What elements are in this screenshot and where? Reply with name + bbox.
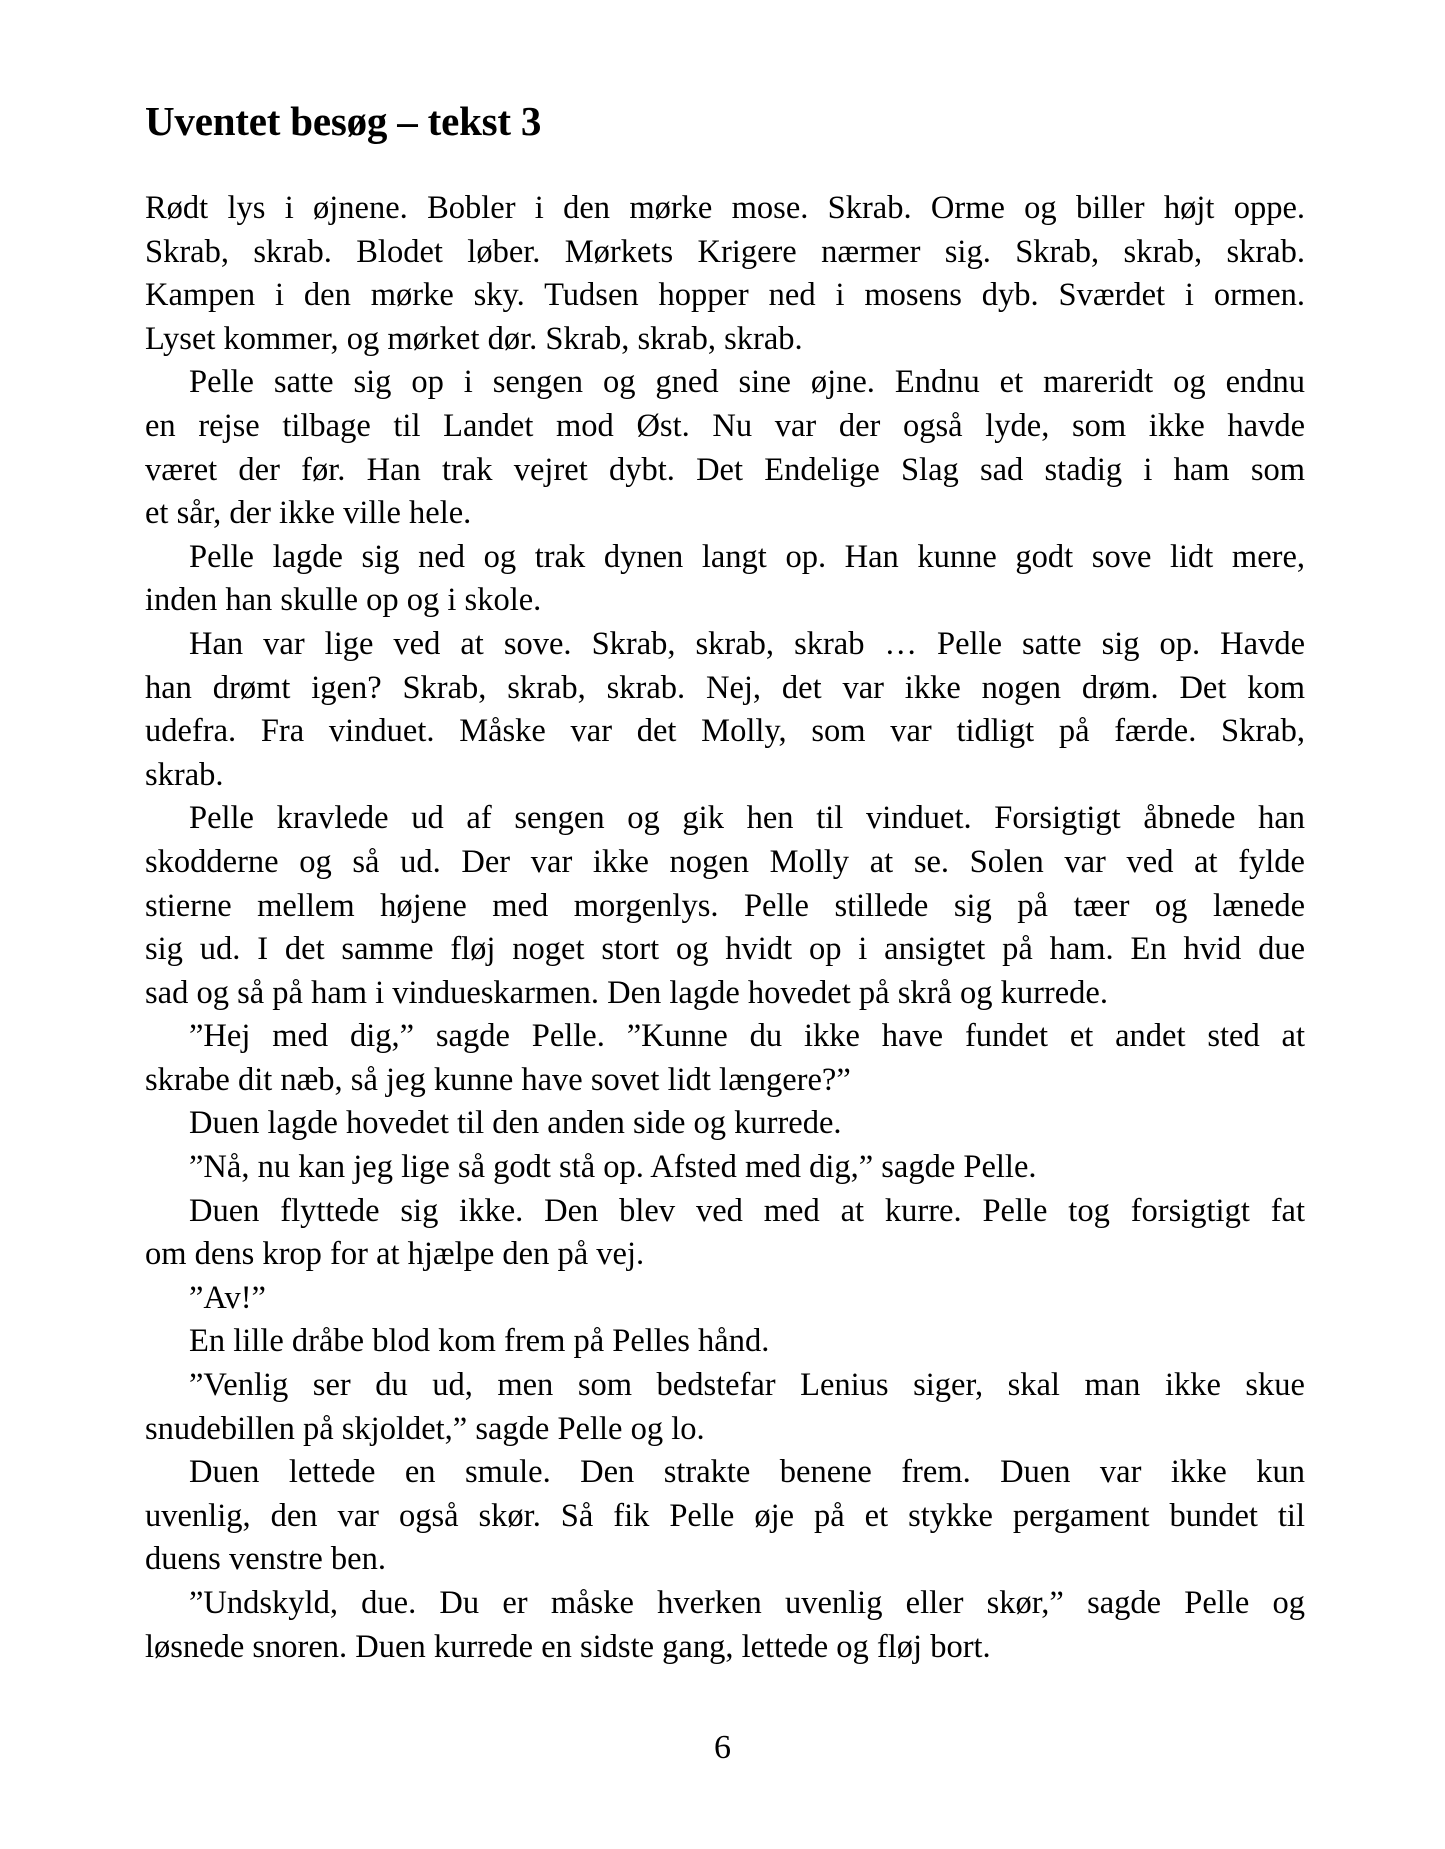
text-line: et sår, der ikke ville hele. bbox=[145, 495, 472, 532]
paragraph bbox=[145, 1277, 1305, 1321]
text-line: en rejse tilbage til Landet mod Øst. Nu var der også lyde, som ikke havde bbox=[145, 407, 1305, 444]
paragraph bbox=[145, 797, 1305, 1015]
text-line: sad og så på ham i vindueskarmen. Den lagde hovedet på skrå og kurrede. bbox=[145, 974, 1108, 1011]
text-line: Duen flyttede sig ikke. Den blev ved med at kurre. Pelle tog forsigtigt fat bbox=[189, 1192, 1305, 1229]
paragraph bbox=[145, 1582, 1305, 1669]
paragraph bbox=[145, 623, 1305, 797]
body-text bbox=[145, 187, 1305, 1669]
text-line: inden han skulle op og i skole. bbox=[145, 582, 542, 619]
text-line: skrab. bbox=[145, 756, 224, 793]
paragraph bbox=[145, 1146, 1305, 1190]
text-line: Pelle kravlede ud af sengen og gik hen til vinduet. Forsigtigt åbnede han bbox=[189, 800, 1305, 837]
text-line: ”Venlig ser du ud, men som bedstefar Lenius siger, skal man ikke skue bbox=[189, 1367, 1305, 1404]
paragraph bbox=[145, 1320, 1305, 1364]
paragraph bbox=[145, 1102, 1305, 1146]
text-line: ”Nå, nu kan jeg lige så godt stå op. Afsted med dig,” sagde Pelle. bbox=[189, 1149, 1037, 1186]
page-number: 6 bbox=[714, 1729, 731, 1766]
text-line: Pelle lagde sig ned og trak dynen langt op. Han kunne godt sove lidt mere, bbox=[189, 538, 1305, 575]
text-line: ”Av!” bbox=[189, 1279, 266, 1316]
text-line: været der før. Han trak vejret dybt. Det Endelige Slag sad stadig i ham som bbox=[145, 451, 1305, 488]
text-line: Rødt lys i øjnene. Bobler i den mørke mose. Skrab. Orme og biller højt oppe. bbox=[145, 190, 1305, 226]
text-line: sig ud. I det samme fløj noget stort og hvidt op i ansigtet på ham. En hvid due bbox=[145, 931, 1305, 968]
text-line: duens venstre ben. bbox=[145, 1541, 386, 1578]
text-line: Duen lagde hovedet til den anden side og kurrede. bbox=[189, 1105, 842, 1142]
text-line: ”Undskyld, due. Du er måske hverken uvenlig eller skør,” sagde Pelle og bbox=[189, 1585, 1305, 1621]
text-line: En lille dråbe blod kom frem på Pelles hånd. bbox=[189, 1323, 770, 1360]
text-line: uvenlig, den var også skør. Så fik Pelle øje på et stykke pergament bundet til bbox=[145, 1497, 1305, 1534]
text-line: Han var lige ved at sove. Skrab, skrab, skrab … Pelle satte sig op. Havde bbox=[189, 625, 1305, 662]
paragraph bbox=[145, 187, 1305, 361]
text-line: stierne mellem højene med morgenlys. Pelle stillede sig på tæer og lænede bbox=[145, 887, 1305, 924]
text-line: om dens krop for at hjælpe den på vej. bbox=[145, 1236, 645, 1273]
paragraph bbox=[145, 536, 1305, 623]
paragraph bbox=[145, 1015, 1305, 1102]
paragraph bbox=[145, 1190, 1305, 1277]
paragraph bbox=[145, 1364, 1305, 1451]
text-line: Kampen i den mørke sky. Tudsen hopper ned i mosens dyb. Sværdet i ormen. bbox=[145, 277, 1305, 314]
text-line: ”Hej med dig,” sagde Pelle. ”Kunne du ikke have fundet et andet sted at bbox=[189, 1018, 1305, 1055]
text-line: udefra. Fra vinduet. Måske var det Molly, som var tidligt på færde. Skrab, bbox=[145, 713, 1305, 750]
text-line: Pelle satte sig op i sengen og gned sine øjne. Endnu et mareridt og endnu bbox=[189, 364, 1305, 401]
text-line: Skrab, skrab. Blodet løber. Mørkets Krigere nærmer sig. Skrab, skrab, skrab. bbox=[145, 233, 1305, 270]
text-line: skodderne og så ud. Der var ikke nogen Molly at se. Solen var ved at fylde bbox=[145, 843, 1305, 880]
paragraph bbox=[145, 1451, 1305, 1582]
text-line: han drømt igen? Skrab, skrab, skrab. Nej, det var ikke nogen drøm. Det kom bbox=[145, 669, 1305, 706]
text-line: løsnede snoren. Duen kurrede en sidste gang, lettede og fløj bort. bbox=[145, 1628, 991, 1665]
paragraph bbox=[145, 361, 1305, 535]
text-line: Lyset kommer, og mørket dør. Skrab, skrab, skrab. bbox=[145, 320, 803, 357]
text-line: snudebillen på skjoldet,” sagde Pelle og lo. bbox=[145, 1410, 705, 1447]
text-line: Duen lettede en smule. Den strakte benene frem. Duen var ikke kun bbox=[189, 1454, 1305, 1491]
page-title: Uventet besøg – tekst 3 bbox=[145, 98, 542, 144]
text-line: skrabe dit næb, så jeg kunne have sovet lidt længere?” bbox=[145, 1061, 851, 1098]
